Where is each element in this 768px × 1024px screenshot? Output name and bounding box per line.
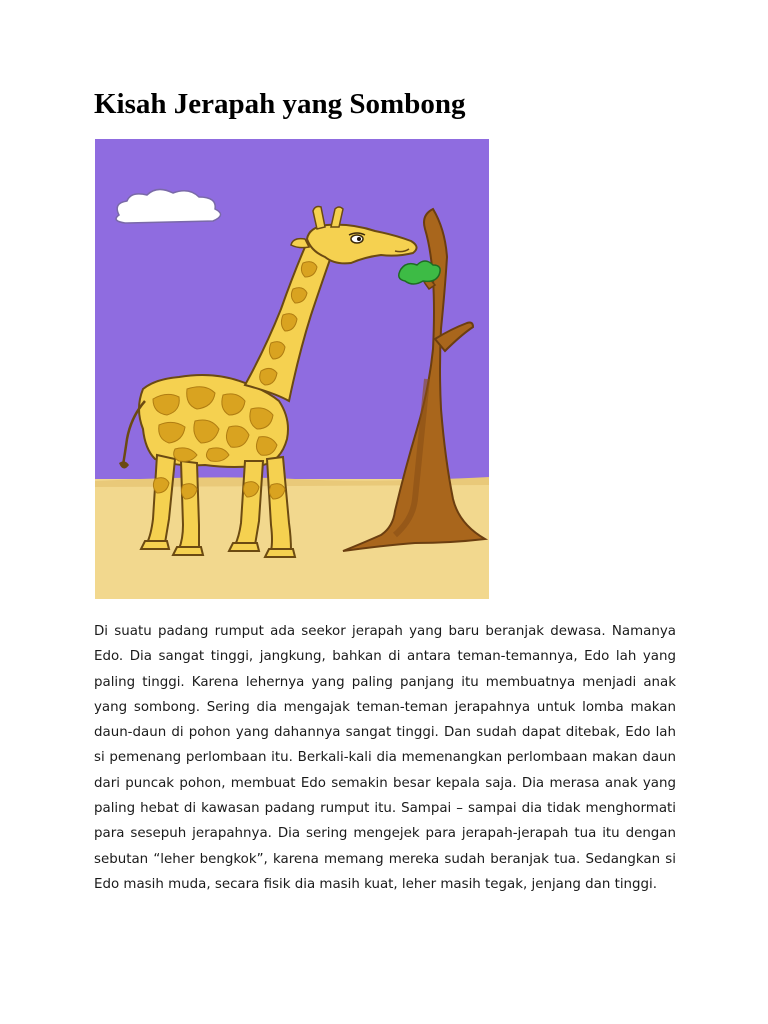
paragraph-line: yang sombong. Sering dia mengajak teman-teman jerapahnya untuk lomba makan: [94, 699, 676, 715]
giraffe-hoof: [265, 549, 295, 557]
paragraph-line: paling tinggi. Karena lehernya yang paling panjang itu membuatnya menjadi anak: [94, 674, 676, 690]
paragraph-line: sebutan “leher bengkok”, karena memang mereka sudah beranjak tua. Sedangkan si: [94, 851, 676, 867]
leaf-cluster: [399, 261, 440, 284]
paragraph-line: para sesepuh jerapahnya. Dia sering mengejek para jerapah-jerapah tua itu dengan: [94, 826, 676, 842]
paragraph-line: dari puncak pohon, membuat Edo semakin besar kepala saja. Dia merasa anak yang: [94, 775, 676, 791]
giraffe-illustration-drawing: [95, 139, 489, 599]
document-title: Kisah Jerapah yang Sombong: [94, 88, 466, 120]
paragraph-line: paling hebat di kawasan padang rumput itu. Sampai – sampai dia tidak menghormati: [94, 801, 676, 817]
giraffe-hoof: [173, 547, 203, 555]
story-paragraph: [94, 619, 676, 897]
paragraph-line: Di suatu padang rumput ada seekor jerapah yang baru beranjak dewasa. Namanya: [94, 624, 676, 639]
giraffe-pupil: [357, 237, 361, 241]
giraffe-hoof: [229, 543, 259, 551]
giraffe-illustration: [95, 139, 489, 599]
giraffe-hoof: [141, 541, 169, 549]
paragraph-line: Edo masih muda, secara fisik dia masih kuat, leher masih tegak, jenjang dan tinggi.: [94, 876, 658, 892]
paragraph-line: daun-daun di pohon yang dahannya sangat tinggi. Dan sudah dapat ditebak, Edo lah: [94, 725, 676, 741]
giraffe-leg-back-right: [179, 461, 199, 549]
paragraph-line: si pemenang perlombaan itu. Berkali-kali dia memenangkan perlombaan makan daun: [94, 750, 676, 766]
paragraph-line: Edo. Dia sangat tinggi, jangkung, bahkan di antara teman-temannya, Edo lah yang: [94, 649, 676, 665]
giraffe-ear: [291, 239, 309, 248]
